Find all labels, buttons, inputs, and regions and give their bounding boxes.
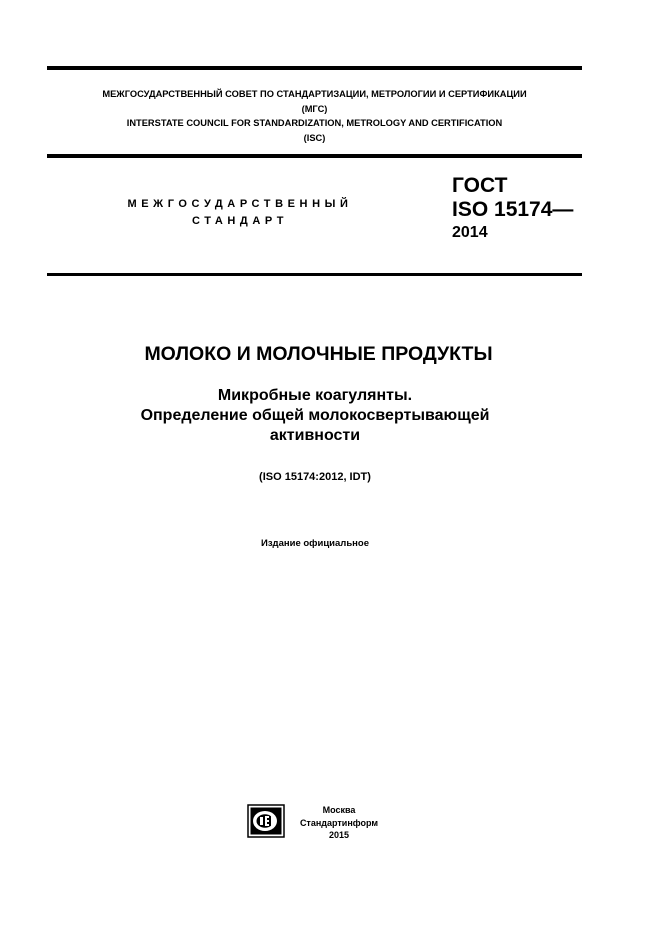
designation-rule [47,273,582,276]
council-name-en: INTERSTATE COUNCIL FOR STANDARDIZATION, METROLOGY AND CERTIFICATION [126,118,503,128]
document-title-text: МОЛОКО И МОЛОЧНЫЕ ПРОДУКТЫ [144,343,493,365]
publisher-name: Стандартинформ [299,817,379,828]
standartinform-logo-icon [247,804,285,838]
standard-kind-line1: МЕЖГОСУДАРСТВЕННЫЙ [127,198,353,210]
publisher-block [292,804,386,842]
council-abbr-en: (ISC) [303,132,326,143]
council-rule [47,154,582,158]
edition-label: Издание официальное [261,538,369,549]
designation-number: ISO 15174— [452,198,574,221]
publisher-city: Москва [322,805,356,815]
standard-designation [452,175,573,241]
council-abbr-ru: (МГС) [301,103,328,114]
council-header [47,87,582,145]
subtitle-line1: Микробные коагулянты. [217,387,413,404]
document-subtitle [60,386,570,446]
designation-prefix: ГОСТ [452,174,508,197]
subtitle-line3: активности [269,427,361,444]
iso-reference: (ISO 15174:2012, IDT) [259,471,371,483]
publisher-year: 2015 [328,830,350,840]
council-name-ru: МЕЖГОСУДАРСТВЕННЫЙ СОВЕТ ПО СТАНДАРТИЗАЦИИ, МЕТРОЛОГИИ И СЕРТИФИКАЦИИ [102,89,527,99]
subtitle-line2: Определение общей молокосвертывающей [140,407,490,424]
top-rule [47,66,582,70]
standard-kind-line2: СТАНДАРТ [191,215,289,227]
standard-kind [100,196,380,230]
designation-year: 2014 [452,224,488,241]
document-title [0,343,661,366]
